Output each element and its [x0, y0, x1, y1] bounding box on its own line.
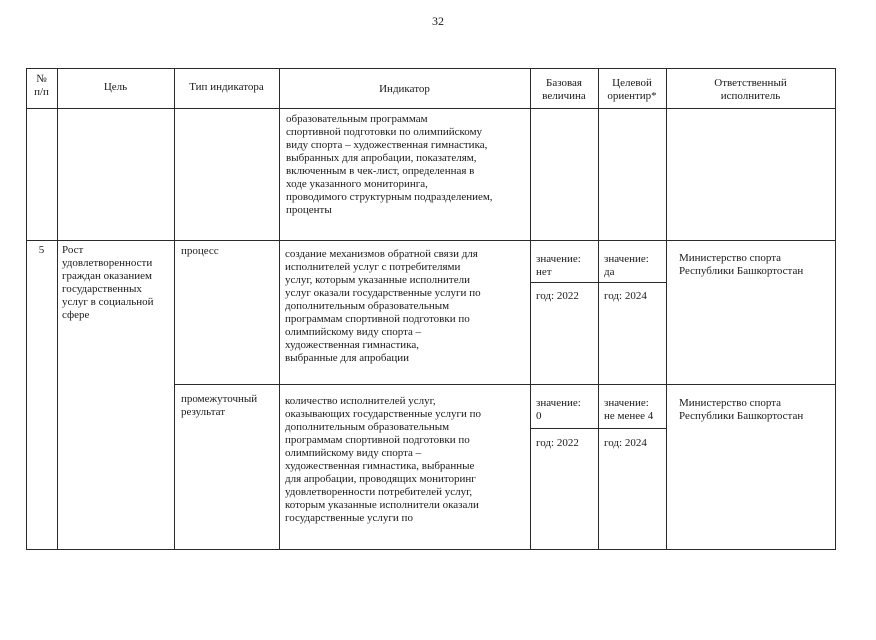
process-target-year: год: 2024 — [604, 290, 647, 302]
intermediate-target-value: значение: не менее 4 — [604, 397, 654, 422]
process-base-year: год: 2022 — [536, 290, 579, 302]
header-goal: Цель — [103, 81, 128, 93]
header-type: Тип индикатора — [189, 81, 264, 93]
row5-num: 5 — [38, 244, 45, 256]
process-base-value: значение: нет — [536, 253, 581, 278]
process-responsible: Министерство спорта Республики Башкортостан — [679, 252, 804, 277]
continuation-indicator: образовательным программам спортивной подготовки по олимпийскому виду спорта – художественная гимнастика, выбранных для апробации, показателям, включенным в чек-лист, определенная в ходе указанного мониторинга, проводимого структурным подразделением, проценты — [286, 113, 493, 216]
process-target-value: значение: да — [604, 253, 649, 278]
header-base: Базовая величина — [542, 77, 586, 102]
page-number: 32 — [432, 14, 444, 28]
row5-goal: Рост удовлетворенности граждан оказанием государственных услуг в социальной сфере — [62, 244, 154, 321]
intermediate-responsible: Министерство спорта Республики Башкортостан — [679, 397, 804, 422]
process-type: процесс — [181, 245, 219, 257]
intermediate-base-value: значение: 0 — [536, 397, 581, 422]
process-indicator: создание механизмов обратной связи для исполнителей услуг с потребителями услуг, которым указанные исполнители услуг оказали государственные услуги по дополнительным образовательным программам спортивной подготовки по олимпийскому виду спорта – художественная гимнастика, выбранные для апробации — [285, 248, 481, 364]
intermediate-base-year: год: 2022 — [536, 437, 579, 449]
intermediate-indicator: количество исполнителей услуг, оказывающих государственные услуги по дополнительным образовательным программам спортивной подготовки по олимпийскому виду спорта – художественная гимнастика, выбранные для апробации, проводящих мониторинг удовлетворенности потребителей услуг, которым указанные исполнители оказали государственные услуги по — [285, 395, 481, 524]
header-target: Целевой ориентир* — [607, 77, 657, 102]
header-num: № п/п — [34, 73, 49, 98]
header-responsible: Ответственный исполнитель — [714, 77, 787, 102]
intermediate-target-year: год: 2024 — [604, 437, 647, 449]
header-indicator: Индикатор — [379, 83, 430, 95]
intermediate-type: промежуточный результат — [181, 393, 258, 418]
